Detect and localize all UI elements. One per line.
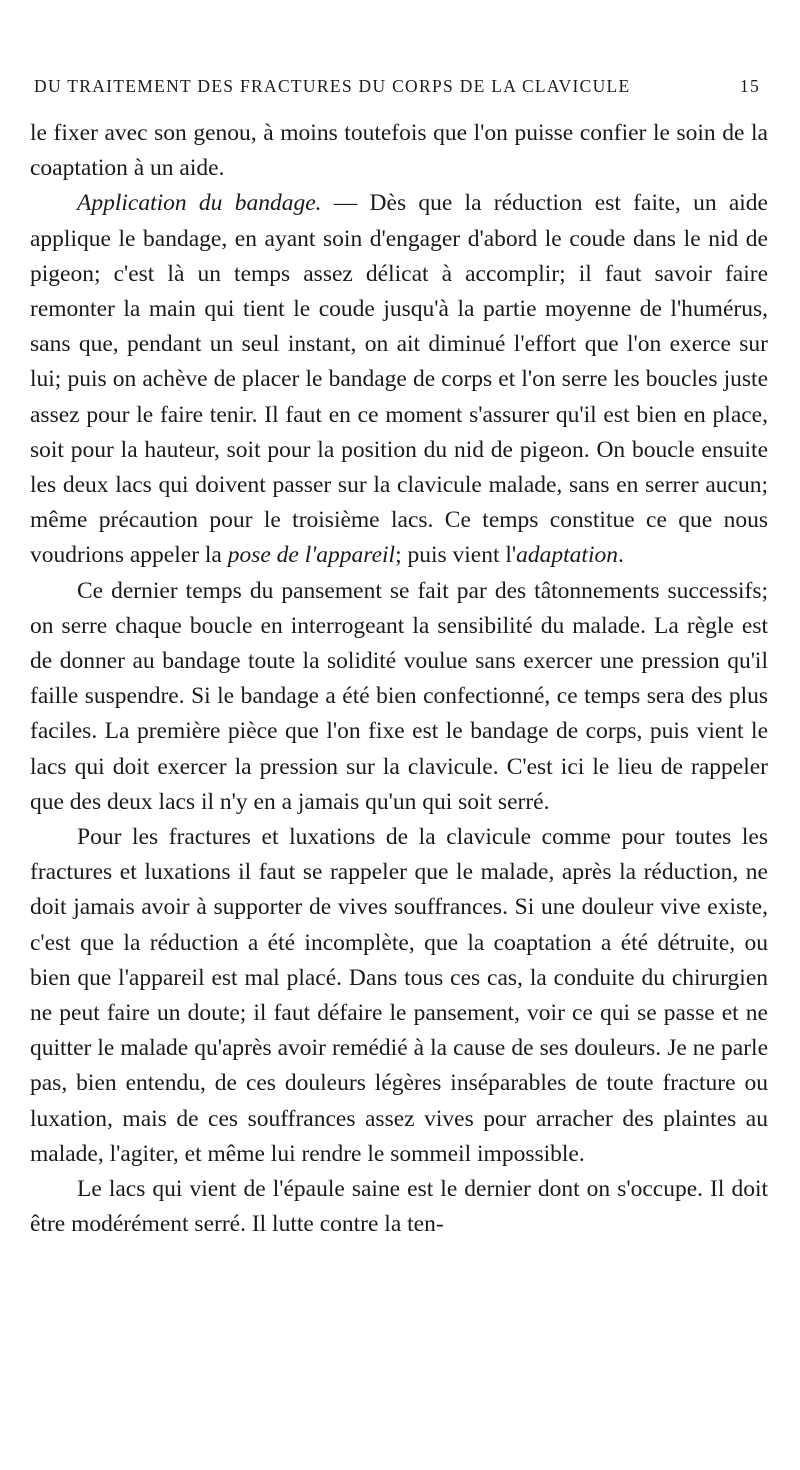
paragraph — [30, 1172, 768, 1242]
body-text — [30, 116, 768, 1243]
italic-term: adaptation — [516, 542, 618, 569]
text-run: — Dès que la réduction est faite, un aide applique le bandage, en ayant soin d'engager d'abord le coude dans le nid de pigeon; c'est là un temps assez délicat à accomplir; il faut savoir faire remonter la main qui tient le coude jusqu'à la partie moyenne de l'humérus, sans que, pendant un seul instant, on ait diminué l'effort que l'on exerce sur lui; puis on achève de placer le bandage de corps et l'on serre les boucles juste assez pour le faire tenir. Il faut en ce moment s'assurer qu'il est bien en place, soit pour la hauteur, soit pour la position du nid de pigeon. On boucle ensuite les deux lacs qui doivent passer sur la clavicule malade, sans en serrer aucun; même précaution pour le troisième lacs. Ce temps constitue ce que nous voudrions appeler la — [30, 190, 768, 569]
text-run: Pour les fractures et luxations de la clavicule comme pour toutes les fractures et luxations il faut se rappeler que le malade, après la réduction, ne doit jamais avoir à supporter de vives souffrances. Si une douleur vive existe, c'est que la réduction a été incomplète, que la coaptation a été détruite, ou bien que l'appareil est mal placé. Dans tous ces cas, la conduite du chirurgien ne peut faire un doute; il faut défaire le pansement, voir ce qui se passe et ne quitter le malade qu'après avoir remédié à la cause de ses douleurs. Je ne parle pas, bien entendu, de ces douleurs légères inséparables de toute fracture ou luxation, mais de ces souffrances assez vives pour arracher des plaintes au malade, l'agiter, et même lui rendre le sommeil impossible. — [30, 824, 768, 1167]
paragraph — [30, 186, 768, 573]
text-run: ; puis vient l' — [395, 542, 517, 569]
paragraph — [30, 820, 768, 1172]
paragraph — [30, 574, 768, 820]
text-run: le fixer avec son genou, à moins toutefois que l'on puisse confier le soin de la coaptation à un aide. — [30, 120, 768, 182]
text-run: Le lacs qui vient de l'épaule saine est le dernier dont on s'occupe. Il doit être modérément serré. Il lutte contre la ten- — [30, 1176, 768, 1238]
section-heading: Application du bandage. — [77, 190, 322, 217]
running-title: DU TRAITEMENT DES FRACTURES DU CORPS DE LA CLAVICULE — [34, 76, 631, 96]
page-number: 15 — [739, 76, 760, 96]
text-run: Ce dernier temps du pansement se fait par des tâtonnements successifs; on serre chaque boucle en interrogeant la sensibilité du malade. La règle est de donner au bandage toute la solidité voulue sans exercer une pression qu'il faille suspendre. Si le bandage a été bien confectionné, ce temps sera des plus faciles. La première pièce que l'on fixe est le bandage de corps, puis vient le lacs qui doit exercer la pression sur la clavicule. C'est ici le lieu de rappeler que des deux lacs il n'y en a jamais qu'un qui soit serré. — [30, 577, 768, 815]
paragraph — [30, 116, 768, 186]
text-run: . — [618, 542, 624, 569]
italic-term: pose de l'appareil — [227, 542, 396, 569]
running-header — [34, 76, 760, 106]
